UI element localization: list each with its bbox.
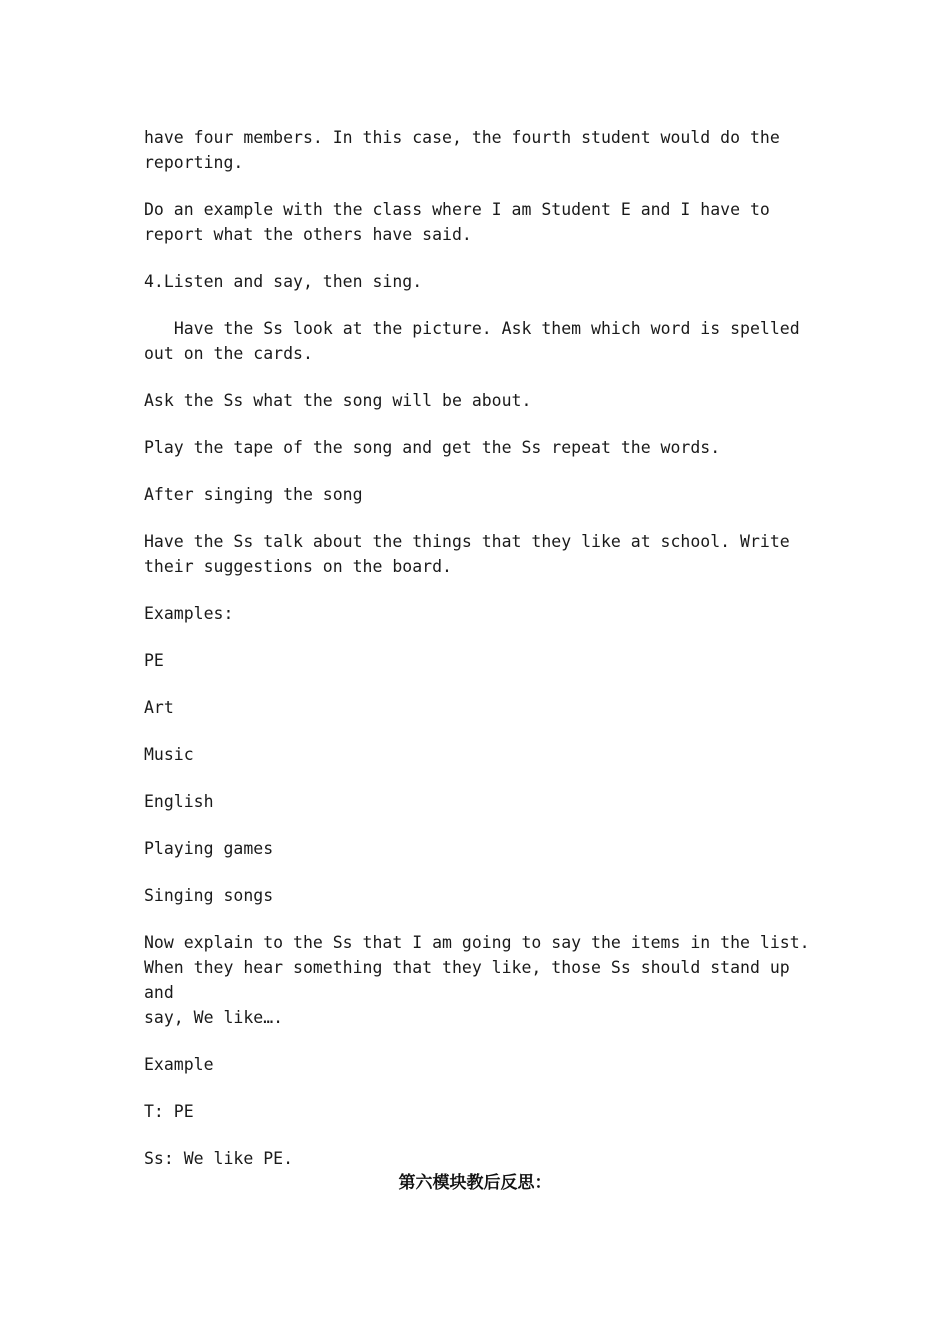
paragraph-look-at-picture: Have the Ss look at the picture. Ask them which word is spelled out on the cards. xyxy=(144,319,800,363)
section-heading: 第六模块教后反思： xyxy=(398,1173,552,1193)
paragraph-song-about: Ask the Ss what the song will be about. xyxy=(144,391,532,410)
dialogue-teacher-line: T: PE xyxy=(144,1102,194,1121)
list-item: PE xyxy=(144,651,164,670)
paragraph-explain-game: Now explain to the Ss that I am going to say the items in the list. When they hear something that they like, those Ss should stand up and say, We like…. xyxy=(144,933,810,1027)
paragraph-talk-about-school: Have the Ss talk about the things that they like at school. Write their suggestions on the board. xyxy=(144,532,790,576)
list-item: Art xyxy=(144,698,174,717)
paragraph-example-student-e: Do an example with the class where I am Student E and I have to report what the others have said. xyxy=(144,200,770,244)
dialogue-students-line: Ss: We like PE. xyxy=(144,1149,294,1168)
list-item: Music xyxy=(144,745,194,764)
list-item: Playing games xyxy=(144,839,274,858)
paragraph-after-singing: After singing the song xyxy=(144,485,363,504)
paragraph-group-size: have four members. In this case, the fourth student would do the reporting. xyxy=(144,128,780,172)
step-heading-listen-say-sing: 4.Listen and say, then sing. xyxy=(144,272,423,291)
paragraph-play-tape: Play the tape of the song and get the Ss repeat the words. xyxy=(144,438,721,457)
list-item: Singing songs xyxy=(144,886,274,905)
example-label: Example xyxy=(144,1055,214,1074)
examples-label: Examples: xyxy=(144,604,234,623)
document-body xyxy=(144,125,824,1193)
list-item: English xyxy=(144,792,214,811)
